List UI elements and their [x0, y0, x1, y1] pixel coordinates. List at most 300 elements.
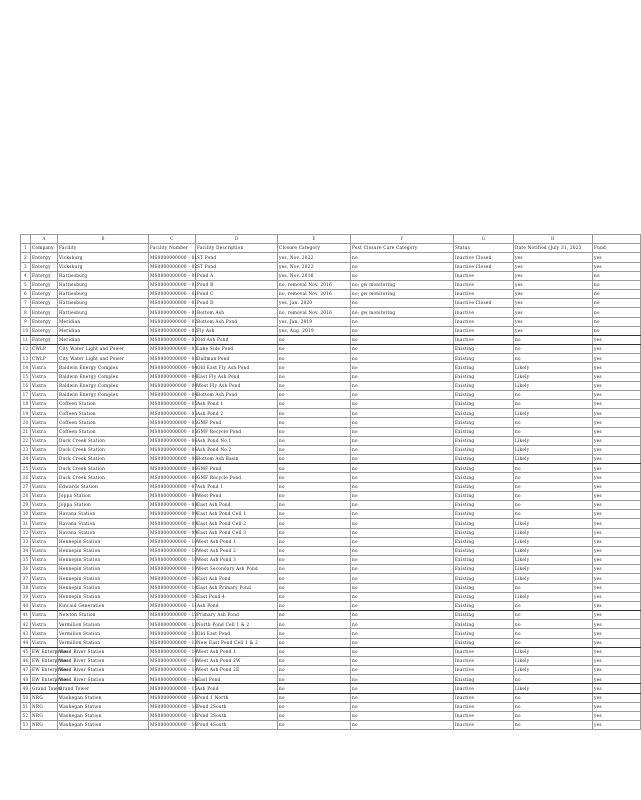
table-cell: Vistra	[31, 565, 58, 574]
table-cell: no	[278, 455, 351, 464]
table-cell: yes, Aug. 2019	[278, 326, 351, 335]
table-cell: yes	[593, 666, 641, 675]
table-cell: no	[351, 565, 454, 574]
table-cell: Hattiesburg	[58, 290, 149, 299]
table-cell: Meridian	[58, 335, 149, 344]
row-number: 44	[21, 638, 31, 647]
table-cell: Hennepin Station	[58, 592, 149, 601]
table-cell: no	[278, 675, 351, 684]
table-cell: Vistra	[31, 400, 58, 409]
table-cell: Existing	[454, 427, 514, 436]
table-cell: Ash Pond 2	[196, 409, 278, 418]
table-cell: no	[278, 436, 351, 445]
table-cell: Vistra	[31, 638, 58, 647]
table-cell: no, removal Nov. 2016	[278, 280, 351, 289]
table-cell: no	[351, 390, 454, 399]
table-cell: no	[514, 638, 593, 647]
table-cell: Pond A	[196, 271, 278, 280]
table-cell: Existing	[454, 491, 514, 500]
table-cell: no	[351, 528, 454, 537]
table-cell: Vistra	[31, 381, 58, 390]
table-cell: Existing	[454, 400, 514, 409]
table-cell: no	[351, 500, 454, 509]
table-cell: no	[278, 620, 351, 629]
table-cell: Inactive	[454, 666, 514, 675]
table-cell: East Pond	[196, 675, 278, 684]
table-cell: yes	[514, 262, 593, 271]
table-cell: no	[351, 455, 454, 464]
row-number: 53	[21, 721, 31, 730]
table-cell: CWLP	[31, 345, 58, 354]
table-cell: no	[351, 656, 454, 665]
table-cell: no	[514, 675, 593, 684]
table-cell: yes	[593, 711, 641, 720]
row-number: 40	[21, 601, 31, 610]
table-cell: Baldwin Energy Complex	[58, 372, 149, 381]
table-cell: no	[351, 400, 454, 409]
table-cell: Vistra	[31, 537, 58, 546]
table-cell: Vistra	[31, 611, 58, 620]
table-row	[21, 363, 641, 372]
table-cell: no	[514, 711, 593, 720]
table-cell: MS0000000000 - 16	[149, 693, 196, 702]
row-number: 4	[21, 271, 31, 280]
table-cell: Duck Creek Station	[58, 464, 149, 473]
table-cell: no	[514, 418, 593, 427]
column-letter	[593, 235, 641, 244]
table-cell: Coffeen Station	[58, 418, 149, 427]
table-cell: Wood River Station	[58, 666, 149, 675]
table-cell: no	[351, 546, 454, 555]
table-cell: no	[278, 656, 351, 665]
table-cell: Vistra	[31, 574, 58, 583]
table-cell: no	[278, 537, 351, 546]
table-cell: MS0000000000 - 01	[149, 253, 196, 262]
table-cell: yes	[593, 372, 641, 381]
table-cell: Vermilion Station	[58, 638, 149, 647]
table-cell: MS0000000000 - 08	[149, 491, 196, 500]
row-number: 51	[21, 702, 31, 711]
table-row	[21, 354, 641, 363]
table-cell: Joppa Station	[58, 491, 149, 500]
table-cell: yes	[593, 445, 641, 454]
table-row	[21, 711, 641, 720]
row-number: 16	[21, 381, 31, 390]
table-cell: yes	[514, 290, 593, 299]
table-cell: yes	[593, 363, 641, 372]
table-cell: Inactive	[454, 290, 514, 299]
table-cell: Existing	[454, 546, 514, 555]
header-row	[21, 244, 641, 253]
table-cell: MS0000000000 - 13	[149, 629, 196, 638]
table-cell: MS0000000000 - 05	[149, 400, 196, 409]
table-cell: Ash Pond	[196, 601, 278, 610]
table-cell: Existing	[454, 390, 514, 399]
table-cell: Likely	[514, 528, 593, 537]
table-cell: Vistra	[31, 427, 58, 436]
table-cell: no	[514, 482, 593, 491]
table-cell: Inactive Closed	[454, 253, 514, 262]
table-cell: no	[351, 684, 454, 693]
table-cell: Ash Pond	[196, 684, 278, 693]
row-number: 19	[21, 409, 31, 418]
table-row	[21, 647, 641, 656]
table-cell: no	[278, 666, 351, 675]
table-cell: yes	[593, 455, 641, 464]
table-cell: Ash Pond 1	[196, 400, 278, 409]
table-cell: West Pond	[196, 491, 278, 500]
table-cell: East Pond 4	[196, 592, 278, 601]
table-cell: MS0000000000 - 10	[149, 556, 196, 565]
header-cell: Date Notified (July 31, 2023	[514, 244, 593, 253]
table-cell: no	[278, 491, 351, 500]
table-cell: yes	[593, 390, 641, 399]
table-cell: no	[351, 638, 454, 647]
table-cell: NRG	[31, 702, 58, 711]
table-cell: Existing	[454, 436, 514, 445]
table-cell: Duck Creek Station	[58, 445, 149, 454]
spreadsheet-page	[20, 234, 618, 739]
table-row	[21, 464, 641, 473]
table-cell: no	[593, 280, 641, 289]
table-cell: yes, Nov. 2016	[278, 271, 351, 280]
table-cell: MS0000000000 - 14	[149, 647, 196, 656]
table-cell: no	[351, 317, 454, 326]
row-number: 2	[21, 253, 31, 262]
table-cell: Hennepin Station	[58, 546, 149, 555]
table-row	[21, 372, 641, 381]
table-cell: Entergy	[31, 253, 58, 262]
table-row	[21, 482, 641, 491]
table-cell: MS0000000000 - 16	[149, 711, 196, 720]
row-number: 39	[21, 592, 31, 601]
table-cell: no	[278, 482, 351, 491]
table-cell: no	[278, 611, 351, 620]
table-cell: Baldwin Energy Complex	[58, 381, 149, 390]
table-cell: Wood River Station	[58, 647, 149, 656]
table-cell: Likely	[514, 592, 593, 601]
table-cell: Vistra	[31, 455, 58, 464]
table-cell: no	[278, 583, 351, 592]
table-cell: no	[278, 427, 351, 436]
column-letter: E	[278, 235, 351, 244]
table-cell: Waukegan Station	[58, 711, 149, 720]
table-cell: Likely	[514, 556, 593, 565]
table-cell: Hennepin Station	[58, 537, 149, 546]
table-cell: New East Pond Cell 1 & 2	[196, 638, 278, 647]
table-cell: yes, Jan. 2019	[278, 317, 351, 326]
table-cell: MS0000000000 - 06	[149, 473, 196, 482]
table-cell: MS0000000000 - 09	[149, 519, 196, 528]
table-cell: Vistra	[31, 629, 58, 638]
table-cell: MS0000000000 - 14	[149, 666, 196, 675]
table-cell: no	[278, 345, 351, 354]
row-number: 1	[21, 244, 31, 253]
table-cell: West Ash Pond 3	[196, 556, 278, 565]
table-cell: yes	[593, 675, 641, 684]
table-cell: no	[351, 445, 454, 454]
table-cell: MS0000000000 - 10	[149, 583, 196, 592]
table-cell: MS0000000000 - 12	[149, 611, 196, 620]
table-cell: Bottom Ash Pond	[196, 317, 278, 326]
row-number: 14	[21, 363, 31, 372]
table-cell: no	[351, 409, 454, 418]
table-cell: no	[278, 721, 351, 730]
table-cell: no	[514, 702, 593, 711]
table-cell: no	[514, 611, 593, 620]
row-number: 30	[21, 510, 31, 519]
table-cell: MS0000000000 - 16	[149, 702, 196, 711]
row-number: 21	[21, 427, 31, 436]
table-cell: MS0000000000 - 10	[149, 546, 196, 555]
table-cell: Havana Station	[58, 510, 149, 519]
table-cell: Likely	[514, 372, 593, 381]
table-cell: Existing	[454, 372, 514, 381]
table-cell: no, removal Nov. 2016	[278, 290, 351, 299]
table-cell: Vistra	[31, 601, 58, 610]
table-cell: MS0000000000 - 06	[149, 436, 196, 445]
table-cell: yes, Nov. 2022	[278, 253, 351, 262]
table-cell: yes	[593, 409, 641, 418]
row-number: 7	[21, 299, 31, 308]
table-cell: West Ash Pond 2E	[196, 666, 278, 675]
row-number: 20	[21, 418, 31, 427]
table-cell: MS0000000000 - 07	[149, 482, 196, 491]
table-cell: MS0000000000 - 04	[149, 363, 196, 372]
table-cell: Edwards Station	[58, 482, 149, 491]
table-cell: Existing	[454, 473, 514, 482]
table-cell: yes	[593, 556, 641, 565]
table-cell: no	[278, 638, 351, 647]
table-cell: yes	[593, 354, 641, 363]
data-table	[20, 234, 641, 730]
table-cell: yes, Nov. 2022	[278, 262, 351, 271]
table-row	[21, 721, 641, 730]
table-cell: no	[351, 666, 454, 675]
row-number: 22	[21, 436, 31, 445]
table-cell: Inactive	[454, 702, 514, 711]
table-cell: Likely	[514, 565, 593, 574]
table-cell: no	[278, 354, 351, 363]
table-cell: yes	[593, 519, 641, 528]
table-row	[21, 528, 641, 537]
table-cell: MS0000000000 - 09	[149, 528, 196, 537]
table-cell: no	[351, 510, 454, 519]
table-cell: yes	[593, 510, 641, 519]
table-cell: Inactive	[454, 684, 514, 693]
table-cell: Dallman Pond	[196, 354, 278, 363]
table-cell: Entergy	[31, 335, 58, 344]
table-cell: no	[278, 510, 351, 519]
row-number: 24	[21, 455, 31, 464]
table-cell: Havana Station	[58, 528, 149, 537]
table-row	[21, 519, 641, 528]
table-cell: yes	[593, 546, 641, 555]
table-cell: MS0000000000 - 06	[149, 445, 196, 454]
table-cell: yes	[593, 400, 641, 409]
row-number: 18	[21, 400, 31, 409]
row-number: 38	[21, 583, 31, 592]
table-cell: yes	[593, 629, 641, 638]
table-cell: Existing	[454, 519, 514, 528]
table-cell: Hennepin Station	[58, 574, 149, 583]
row-number: 23	[21, 445, 31, 454]
table-cell: yes	[593, 464, 641, 473]
table-cell: yes	[593, 620, 641, 629]
table-cell: Vermilion Station	[58, 629, 149, 638]
table-cell: Duck Creek Station	[58, 473, 149, 482]
column-letter: F	[351, 235, 454, 244]
header-cell: Facility Description	[196, 244, 278, 253]
table-cell: Vistra	[31, 592, 58, 601]
table-cell: Existing	[454, 601, 514, 610]
table-cell: Existing	[454, 445, 514, 454]
table-cell: no	[278, 647, 351, 656]
table-cell: no	[278, 363, 351, 372]
table-row	[21, 656, 641, 665]
table-cell: Existing	[454, 675, 514, 684]
table-cell: Ash Pond No.2	[196, 445, 278, 454]
table-cell: Ash Pond No.1	[196, 436, 278, 445]
row-number: 33	[21, 537, 31, 546]
table-cell: no	[278, 702, 351, 711]
table-cell: yes	[514, 317, 593, 326]
table-cell: Vistra	[31, 464, 58, 473]
table-cell: Newton Station	[58, 611, 149, 620]
table-cell: no	[351, 299, 454, 308]
table-cell: Inactive	[454, 721, 514, 730]
table-cell: no	[514, 400, 593, 409]
table-cell: Waukegan Station	[58, 721, 149, 730]
table-cell: yes	[593, 335, 641, 344]
table-cell: no	[278, 445, 351, 454]
table-cell: no, removal Nov. 2016	[278, 308, 351, 317]
table-cell: Hattiesburg	[58, 280, 149, 289]
table-cell: Existing	[454, 565, 514, 574]
table-cell: Duck Creek Station	[58, 455, 149, 464]
table-cell: yes	[593, 418, 641, 427]
table-cell: yes	[593, 583, 641, 592]
table-row	[21, 693, 641, 702]
table-cell: Entergy	[31, 271, 58, 280]
table-cell: MS0000000000 - 14	[149, 656, 196, 665]
table-cell: no	[351, 519, 454, 528]
table-cell: no	[514, 500, 593, 509]
table-cell: Baldwin Energy Complex	[58, 363, 149, 372]
table-cell: yes	[514, 271, 593, 280]
table-cell: Vistra	[31, 583, 58, 592]
table-cell: MS0000000000 - 16	[149, 721, 196, 730]
table-cell: no	[278, 464, 351, 473]
table-row	[21, 381, 641, 390]
table-cell: Existing	[454, 354, 514, 363]
table-cell: Vistra	[31, 528, 58, 537]
row-number: 49	[21, 684, 31, 693]
table-cell: Entergy	[31, 326, 58, 335]
table-row	[21, 299, 641, 308]
table-cell: East Ash Pond Cell 1	[196, 510, 278, 519]
table-cell: no	[514, 473, 593, 482]
table-row	[21, 638, 641, 647]
table-cell: no	[351, 354, 454, 363]
table-cell: MS0000000000 - 04	[149, 390, 196, 399]
table-cell: no	[351, 372, 454, 381]
table-cell: no	[351, 620, 454, 629]
table-cell: no	[593, 299, 641, 308]
table-cell: EW Enterprises	[31, 656, 58, 665]
table-cell: yes	[593, 482, 641, 491]
table-cell: no	[278, 335, 351, 344]
table-cell: Inactive	[454, 280, 514, 289]
row-number: 45	[21, 647, 31, 656]
table-cell: no	[514, 629, 593, 638]
table-cell: no; gw monitoring	[351, 308, 454, 317]
table-cell: yes	[593, 500, 641, 509]
row-number: 13	[21, 354, 31, 363]
table-cell: Inactive	[454, 308, 514, 317]
table-cell: no	[278, 546, 351, 555]
table-row	[21, 491, 641, 500]
table-cell: Vistra	[31, 372, 58, 381]
table-cell: Coffeen Station	[58, 409, 149, 418]
table-cell: no	[278, 574, 351, 583]
column-letter: C	[149, 235, 196, 244]
table-cell: Vistra	[31, 409, 58, 418]
table-cell: Vicksburg	[58, 262, 149, 271]
table-cell: Existing	[454, 409, 514, 418]
table-cell: no	[351, 253, 454, 262]
table-row	[21, 546, 641, 555]
table-cell: Existing	[454, 482, 514, 491]
table-cell: no	[514, 721, 593, 730]
table-cell: Duck Creek Station	[58, 436, 149, 445]
table-cell: West Fly Ash Pond	[196, 381, 278, 390]
table-cell: yes	[593, 345, 641, 354]
table-row	[21, 445, 641, 454]
row-number: 36	[21, 565, 31, 574]
table-cell: City Water Light and Power	[58, 354, 149, 363]
table-row	[21, 537, 641, 546]
table-cell: no	[351, 464, 454, 473]
table-cell: no	[278, 390, 351, 399]
row-number: 27	[21, 482, 31, 491]
row-number: 41	[21, 611, 31, 620]
header-cell: Post Closure Care Category	[351, 244, 454, 253]
table-cell: no	[514, 427, 593, 436]
table-cell: Grand Tower	[31, 684, 58, 693]
table-row	[21, 290, 641, 299]
table-cell: EW Enterprises	[31, 675, 58, 684]
table-cell: no	[351, 262, 454, 271]
table-row	[21, 574, 641, 583]
row-number: 6	[21, 290, 31, 299]
table-row	[21, 565, 641, 574]
table-cell: yes	[593, 702, 641, 711]
table-cell: no	[278, 629, 351, 638]
table-cell: no	[514, 510, 593, 519]
table-cell: City Water Light and Power	[58, 345, 149, 354]
table-cell: Bottom Ash Basin	[196, 455, 278, 464]
table-cell: yes	[593, 427, 641, 436]
table-cell: Vistra	[31, 620, 58, 629]
table-cell: Lake Side Pond	[196, 345, 278, 354]
row-number: 35	[21, 556, 31, 565]
table-row	[21, 500, 641, 509]
table-cell: NRG	[31, 711, 58, 720]
table-cell: yes	[514, 253, 593, 262]
row-number: 43	[21, 629, 31, 638]
table-cell: no	[593, 317, 641, 326]
